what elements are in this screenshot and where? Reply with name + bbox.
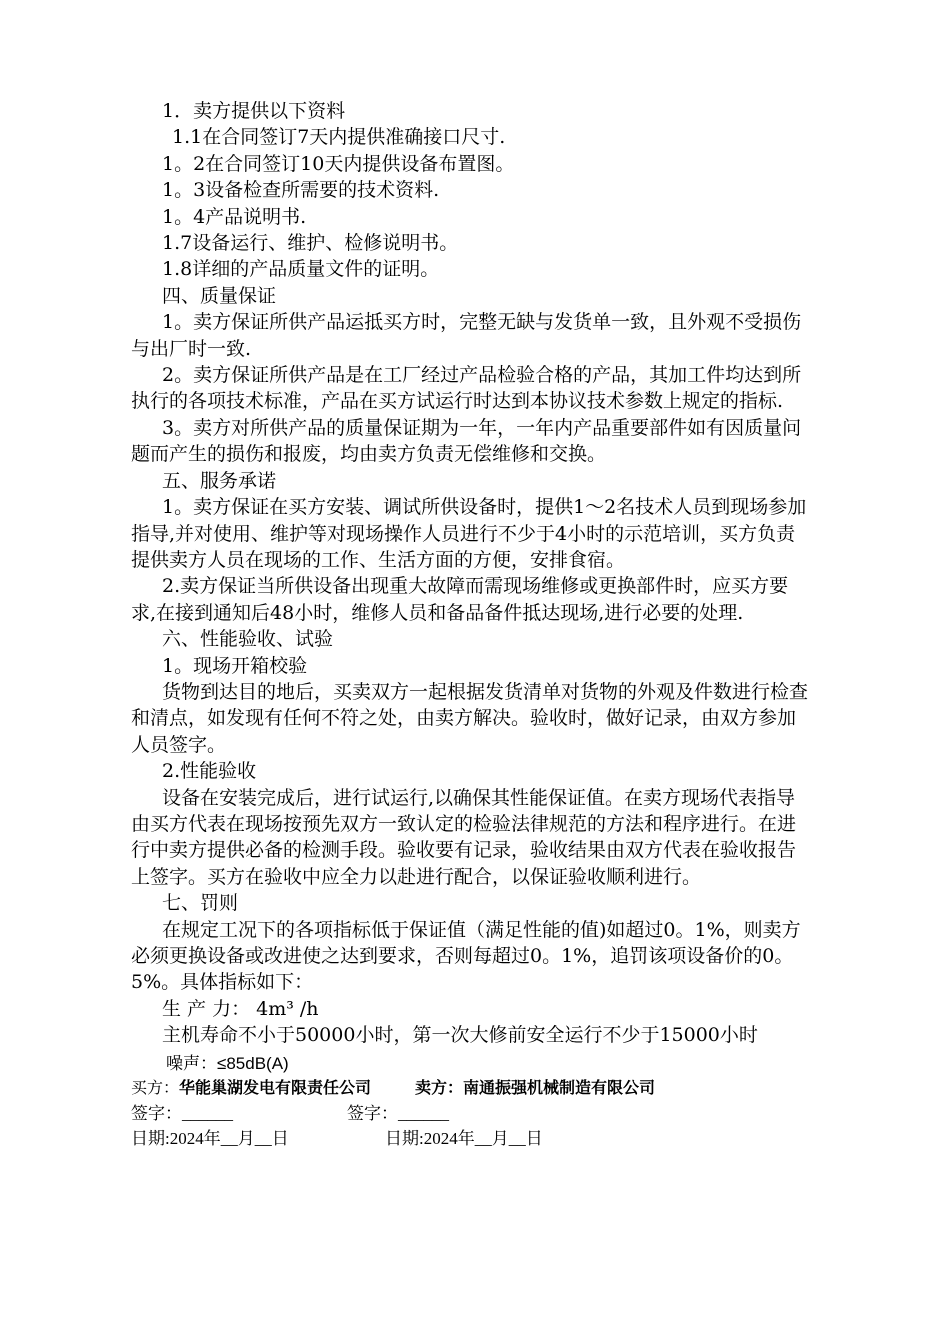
buyer: [131, 1076, 371, 1101]
buyer-signature: 签字：______: [131, 1103, 233, 1123]
paragraph: 生 产 力： 4m³ /h: [162, 997, 319, 1020]
paragraph: 1。2在合同签订10天内提供设备布置图。: [162, 152, 515, 175]
paragraph: 七、罚则: [162, 892, 239, 915]
buyer-label: 买方：: [131, 1079, 180, 1097]
paragraph: 六、性能验收、试验: [162, 628, 334, 651]
paragraph: 在规定工况下的各项指标低于保证值（满足性能的值)如超过0。1%，则卖方必须更换设备或改进使之达到要求，否则每超过0。1%，追罚该项设备价的0。5%。具体指标如下：: [131, 918, 801, 994]
paragraph: 2.卖方保证当所供设备出现重大故障而需现场维修或更换部件时，应买方要求,在接到通知后48小时，维修人员和备品备件抵达现场,进行必要的处理.: [131, 575, 789, 624]
paragraph: 1。现场开箱校验: [162, 654, 308, 677]
paragraph: 设备在安装完成后，进行试运行,以确保其性能保证值。在卖方现场代表指导由买方代表在现场按预先双方一致认定的检验法律规范的方法和程序进行。在进行中卖方提供必备的检测手段。验收要有记录，验收结果由双方代表在验收报告上签字。买方在验收中应全力以赴进行配合，以保证验收顺利进行。: [131, 786, 797, 888]
seller-name: 南通振强机械制造有限公司: [463, 1079, 656, 1097]
noise-spec: 噪声：≤85dB(A): [166, 1053, 289, 1073]
paragraph: 1.1在合同签订7天内提供准确接口尺寸.: [172, 126, 506, 149]
seller-date: 日期:2024年__月__日: [385, 1128, 543, 1148]
seller: [415, 1076, 655, 1101]
paragraph: 五、服务承诺: [162, 469, 277, 492]
party-line: [131, 1076, 811, 1101]
paragraph: 2。卖方保证所供产品是在工厂经过产品检验合格的产品，其加工件均达到所执行的各项技术标准，产品在买方试运行时达到本协议技术参数上规定的指标.: [131, 364, 802, 413]
paragraph: 1．卖方提供以下资料: [162, 100, 346, 122]
buyer-name: 华能巢湖发电有限责任公司: [179, 1079, 372, 1097]
paragraph: 3。卖方对所供产品的质量保证期为一年，一年内产品重要部件如有因质量问题而产生的损伤和报废，均由卖方负责无偿维修和交换。: [131, 416, 802, 466]
paragraph: 主机寿命不小于50000小时，第一次大修前安全运行不少于15000小时: [162, 1024, 758, 1047]
paragraph: 1。4产品说明书.: [162, 205, 307, 228]
paragraph-list: [131, 98, 811, 1049]
paragraph: 四、质量保证: [162, 284, 277, 307]
signature-line: [131, 1101, 811, 1126]
date-line: [131, 1126, 811, 1151]
paragraph: 货物到达目的地后，买卖双方一起根据发货清单对货物的外观及件数进行检查和清点，如发现有任何不符之处，由卖方解决。验收时，做好记录，由双方参加人员签字。: [131, 680, 809, 756]
paragraph: 1。卖方保证在买方安装、调试所供设备时，提供1～2名技术人员到现场参加指导,并对使用、维护等对现场操作人员进行不少于4小时的示范培训，买方负责提供卖方人员在现场的工作、生活方面的方便，安排食宿。: [131, 496, 807, 571]
paragraph: 1。3设备检查所需要的技术资料.: [162, 179, 440, 202]
paragraph: 1.8详细的产品质量文件的证明。: [162, 258, 440, 281]
seller-label: 卖方：: [415, 1079, 464, 1097]
paragraph: 1.7设备运行、维护、检修说明书。: [162, 232, 459, 255]
buyer-date: 日期:2024年__月__日: [131, 1128, 289, 1148]
paragraph: 2.性能验收: [162, 760, 257, 783]
paragraph: 1。卖方保证所供产品运抵买方时，完整无缺与发货单一致，且外观不受损伤与出厂时一致.: [131, 311, 802, 360]
contract-document: [131, 98, 811, 1151]
seller-signature: 签字：______: [347, 1103, 449, 1123]
